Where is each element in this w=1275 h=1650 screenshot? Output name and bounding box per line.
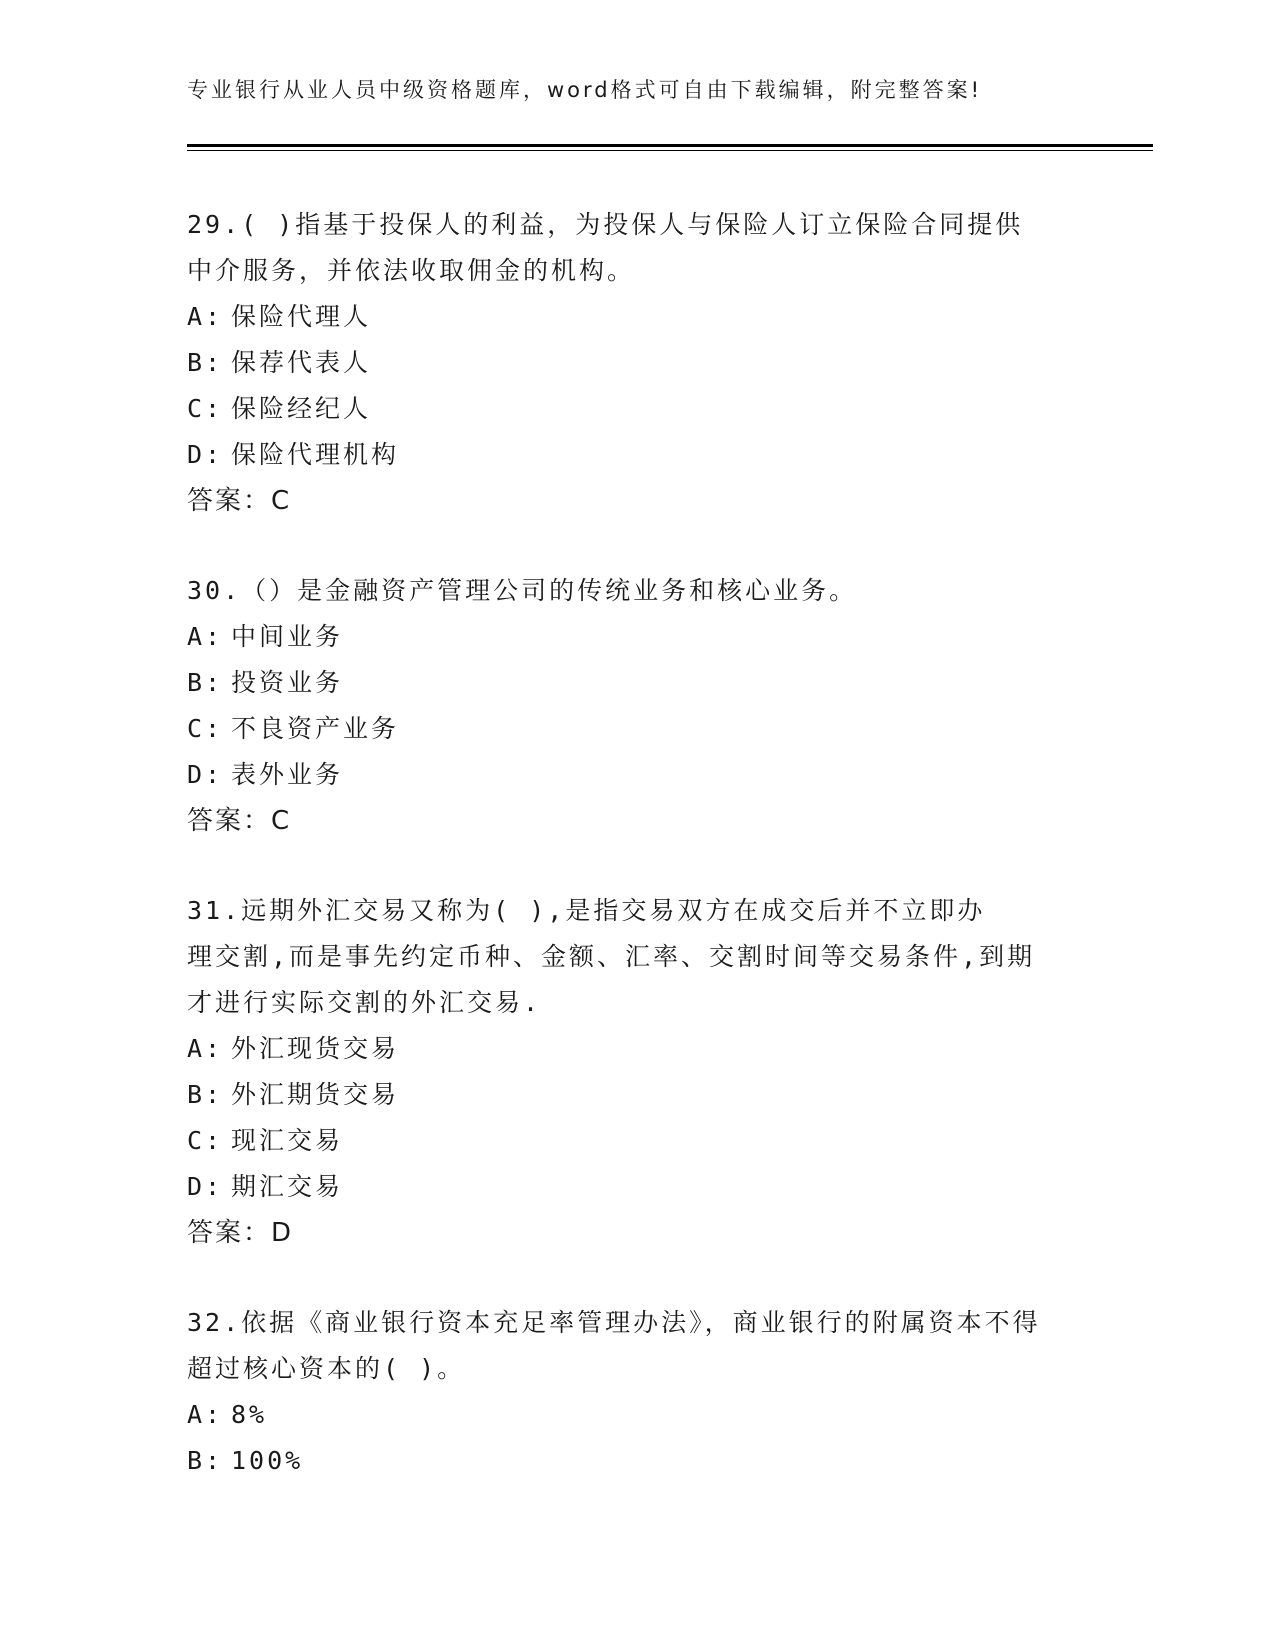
header-rule-thick bbox=[187, 144, 1153, 147]
option-d bbox=[187, 1164, 1087, 1210]
question-stem bbox=[187, 568, 1087, 614]
option-text: 100% bbox=[231, 1446, 304, 1475]
option-key: A: bbox=[187, 1034, 224, 1063]
question-stem bbox=[187, 888, 1087, 1026]
option-key: A: bbox=[187, 1400, 224, 1429]
option-key: C: bbox=[187, 714, 224, 743]
answer: 答案：D bbox=[187, 1218, 294, 1248]
option-text: 期汇交易 bbox=[231, 1172, 344, 1201]
option-key: C: bbox=[187, 1126, 224, 1155]
question-32 bbox=[187, 1300, 1087, 1484]
question-stem bbox=[187, 202, 1087, 294]
option-key: B: bbox=[187, 1080, 224, 1109]
option-text: 投资业务 bbox=[231, 668, 344, 697]
question-29 bbox=[187, 202, 1087, 524]
option-key: B: bbox=[187, 668, 224, 697]
option-text: 中间业务 bbox=[231, 622, 344, 651]
option-key: D: bbox=[187, 440, 224, 469]
option-d bbox=[187, 432, 1087, 478]
question-stem bbox=[187, 1300, 1087, 1392]
option-b bbox=[187, 660, 1087, 706]
option-a bbox=[187, 294, 1087, 340]
option-b bbox=[187, 1072, 1087, 1118]
stem-line: 30.（）是金融资产管理公司的传统业务和核心业务。 bbox=[187, 576, 858, 605]
option-key: B: bbox=[187, 1446, 224, 1475]
option-text: 保险代理人 bbox=[231, 302, 372, 331]
stem-line: 中介服务，并依法收取佣金的机构。 bbox=[187, 256, 636, 285]
option-text: 保荐代表人 bbox=[231, 348, 372, 377]
option-key: D: bbox=[187, 1172, 224, 1201]
option-d bbox=[187, 752, 1087, 798]
option-key: B: bbox=[187, 348, 224, 377]
answer: 答案：C bbox=[187, 806, 292, 836]
option-key: C: bbox=[187, 394, 224, 423]
option-text: 外汇期货交易 bbox=[231, 1080, 400, 1109]
option-key: A: bbox=[187, 302, 224, 331]
option-text: 现汇交易 bbox=[231, 1126, 344, 1155]
stem-line: 理交割,而是事先约定币种、金额、汇率、交割时间等交易条件,到期 bbox=[187, 942, 1036, 971]
stem-line: 32.依据《商业银行资本充足率管理办法》，商业银行的附属资本不得 bbox=[187, 1308, 1041, 1337]
page-header: 专业银行从业人员中级资格题库，word格式可自由下载编辑，附完整答案! bbox=[187, 78, 983, 102]
option-key: A: bbox=[187, 622, 224, 651]
option-text: 保险经纪人 bbox=[231, 394, 372, 423]
option-a bbox=[187, 614, 1087, 660]
answer: 答案：C bbox=[187, 486, 292, 516]
question-30 bbox=[187, 568, 1087, 844]
header-rule-thin bbox=[187, 150, 1153, 151]
option-key: D: bbox=[187, 760, 224, 789]
option-c bbox=[187, 1118, 1087, 1164]
option-c bbox=[187, 386, 1087, 432]
option-a bbox=[187, 1026, 1087, 1072]
option-text: 外汇现货交易 bbox=[231, 1034, 400, 1063]
stem-line: 超过核心资本的( )。 bbox=[187, 1354, 466, 1383]
question-31 bbox=[187, 888, 1087, 1256]
stem-line: 才进行实际交割的外汇交易. bbox=[187, 988, 542, 1017]
stem-line: 29.( )指基于投保人的利益，为投保人与保险人订立保险合同提供 bbox=[187, 210, 1024, 239]
option-text: 不良资产业务 bbox=[231, 714, 400, 743]
option-text: 8% bbox=[231, 1400, 268, 1429]
option-c bbox=[187, 706, 1087, 752]
option-text: 保险代理机构 bbox=[231, 440, 400, 469]
stem-line: 31.远期外汇交易又称为( ),是指交易双方在成交后并不立即办 bbox=[187, 896, 986, 925]
option-text: 表外业务 bbox=[231, 760, 344, 789]
option-b bbox=[187, 1438, 1087, 1484]
option-b bbox=[187, 340, 1087, 386]
option-a bbox=[187, 1392, 1087, 1438]
question-list bbox=[187, 202, 1087, 1528]
